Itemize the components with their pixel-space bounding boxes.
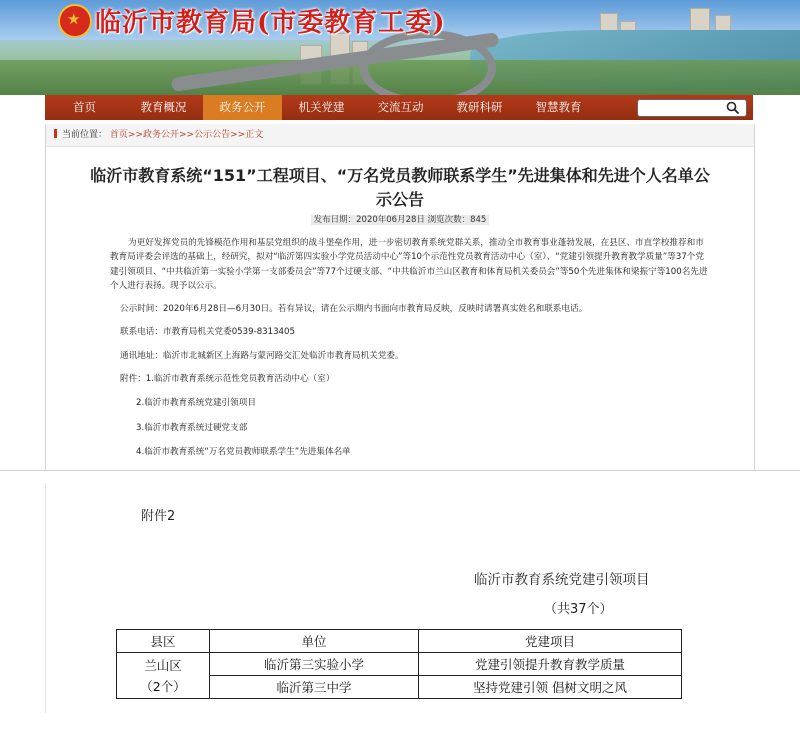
contact-address: 通讯地址：临沂市北城新区上海路与蒙河路交汇处临沂市教育局机关党委。	[120, 350, 404, 361]
search-icon[interactable]	[726, 101, 740, 115]
column-header-unit: 单位	[210, 630, 419, 653]
column-header-district: 县区	[117, 630, 210, 653]
attachment-document	[45, 483, 756, 713]
article-panel	[45, 124, 755, 470]
breadcrumb-current: 正文	[245, 130, 264, 140]
breadcrumb-separator: >>	[230, 130, 246, 140]
document-count: （共37个）	[544, 602, 613, 617]
breadcrumb-label: 当前位置：	[62, 130, 108, 140]
attachment-link-3[interactable]: 3.临沂市教育系统过硬党支部	[136, 422, 248, 433]
unit-cell: 临沂第三中学	[210, 676, 419, 699]
main-nav	[45, 95, 753, 120]
notice-period: 公示时间：2020年6月28日—6月30日。若有异议，请在公示期内书面向市教育局反映，反映时请署真实姓名和联系电话。	[120, 304, 588, 315]
article-body	[110, 236, 710, 459]
breadcrumb-marker-icon	[54, 129, 57, 138]
article-title-text: 临沂市教育系统“151”工程项目、“万名党员教师联系学生”先进集体和先进个人名单公示公告	[90, 166, 710, 209]
breadcrumb	[46, 124, 754, 147]
attachment-item	[110, 372, 710, 386]
breadcrumb-separator: >>	[127, 130, 143, 140]
nav-item-research[interactable]: 教研科研	[456, 100, 503, 114]
contact-phone: 联系电话：市教育局机关党委0539-8313405	[120, 327, 295, 338]
party-emblem-icon	[58, 4, 92, 38]
district-cell	[117, 653, 210, 699]
nav-item-interaction[interactable]: 交流互动	[377, 100, 424, 114]
table-header-row	[117, 630, 682, 653]
breadcrumb-government-affairs[interactable]: 政务公开	[143, 130, 180, 140]
attachments-label: 附件：	[120, 374, 146, 385]
article-paragraph: 为更好发挥党员的先锋模范作用和基层党组织的战斗堡垒作用，进一步密切教育系统党群关系，推动全市教育事业蓬勃发展，在县区、市直学校推荐和市教育局评委会评选的基础上，经研究，拟对“临沂第四实验小学党员活动中心”等10个示范性党员教育活动中心（室）、“党建引领提升教育教学质量”等37个党建引领项目、“中共临沂第一实验小学第一支部委员会”等77个过硬支部、“中共临沂市兰山区教育和体育局机关委员会”等50个先进集体和梁振宁等100名先进个人进行表扬。现予以公示。	[110, 238, 708, 291]
breadcrumb-home[interactable]: 首页	[109, 130, 128, 140]
breadcrumb-notices[interactable]: 公示公告	[194, 130, 231, 140]
article-meta	[46, 213, 754, 225]
unit-cell: 临沂第三实验小学	[210, 653, 419, 676]
project-cell: 坚持党建引领 倡树文明之风	[419, 676, 682, 699]
attachment-link-1[interactable]: 1.临沂市教育系统示范性党员教育活动中心（室）	[145, 374, 335, 385]
document-title: 临沂市教育系统党建引领项目	[474, 572, 650, 588]
district-count: （2个）	[140, 678, 186, 694]
article-title	[46, 164, 754, 212]
nav-item-home[interactable]: 首页	[73, 100, 96, 114]
search-input[interactable]	[637, 99, 747, 117]
project-table	[116, 629, 682, 699]
attachment-link-4[interactable]: 4.临沂市教育系统“万名党员教师联系学生”先进集体名单	[136, 446, 351, 457]
nav-item-party-building[interactable]: 机关党建	[298, 100, 345, 114]
attachment-link-2[interactable]: 2.临沂市教育系统党建引领项目	[136, 398, 256, 409]
site-banner	[0, 0, 800, 95]
article-meta-text: 发布日期：2020年06月28日 浏览次数：845	[311, 215, 490, 225]
breadcrumb-separator: >>	[179, 130, 195, 140]
nav-item-government-affairs[interactable]: 政务公开	[203, 95, 282, 120]
attachment-label: 附件2	[141, 509, 176, 524]
section-divider	[0, 470, 800, 471]
district-name: 兰山区	[144, 657, 182, 673]
project-cell: 党建引领提升教育教学质量	[419, 653, 682, 676]
nav-item-overview[interactable]: 教育概况	[140, 100, 187, 114]
table-row	[117, 653, 682, 676]
column-header-project: 党建项目	[419, 630, 682, 653]
nav-item-smart-education[interactable]: 智慧教育	[535, 100, 582, 114]
site-title: 临沂市教育局(市委教育工委)	[95, 8, 446, 38]
